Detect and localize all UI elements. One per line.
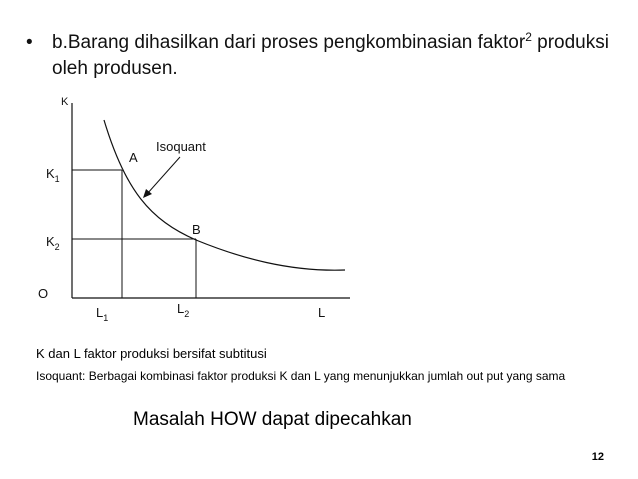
l2-label-sub: 2	[184, 309, 190, 319]
k2-label	[46, 234, 60, 252]
l1-label-sub: 1	[103, 313, 109, 323]
bullet-text-end: produksi oleh produsen.	[52, 32, 609, 79]
isoquant-curve	[104, 120, 345, 270]
page-number: 12	[591, 451, 604, 463]
isoquant-label: Isoquant	[156, 139, 206, 154]
k1-label	[46, 166, 60, 184]
k2-label-base: K	[46, 234, 55, 249]
k1-label-base: K	[46, 166, 55, 181]
l2-label	[177, 301, 189, 319]
x-axis-label: L	[318, 305, 326, 320]
y-axis-label: K	[61, 96, 69, 108]
k2-label-sub: 2	[54, 242, 60, 252]
substitution-note: K dan L faktor produksi bersifat subtitusi	[36, 346, 267, 361]
k1-label-sub: 1	[54, 174, 60, 184]
bullet-marker: •	[26, 32, 33, 53]
bullet-superscript: 2	[525, 30, 532, 44]
isoquant-arrow-line	[147, 157, 180, 194]
isoquant-definition: Isoquant: Berbagai kombinasi faktor produksi K dan L yang menunjukkan jumlah out put yang sama	[36, 369, 566, 383]
l2-label-base: L	[177, 301, 185, 316]
point-a-label: A	[129, 150, 138, 165]
how-headline: Masalah HOW dapat dipecahkan	[133, 409, 412, 430]
origin-label: O	[38, 286, 49, 301]
bullet-text-main: b.Barang dihasilkan dari proses pengkombinasian faktor	[52, 32, 526, 53]
l1-label-base: L	[96, 305, 104, 320]
l1-label	[96, 305, 108, 323]
point-b-label: B	[192, 222, 201, 237]
